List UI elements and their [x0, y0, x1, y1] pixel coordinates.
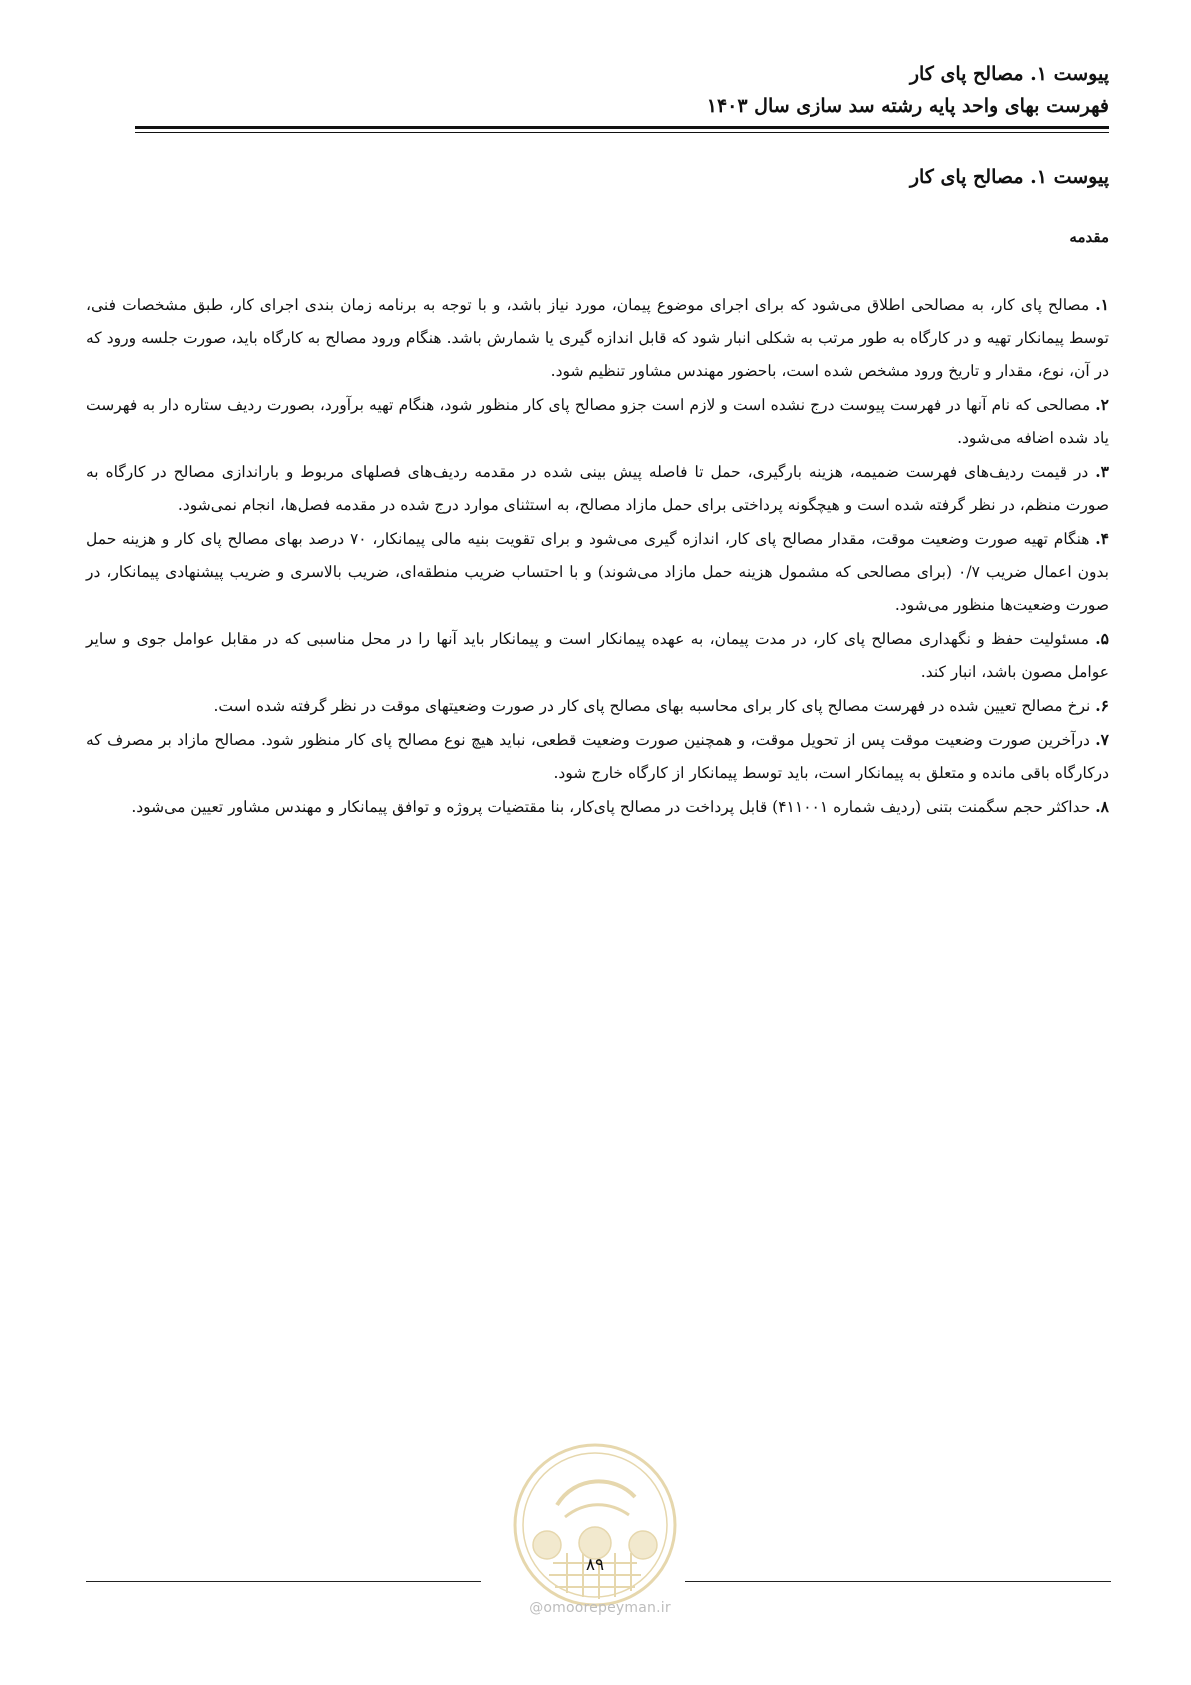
paragraph-number: ۵.	[1095, 629, 1109, 648]
paragraph	[86, 622, 1109, 689]
paragraph-number: ۲.	[1095, 395, 1109, 414]
paragraph-text: مصالح پای کار، به مصالحی اطلاق می‌شود که برای اجرای موضوع پیمان، مورد نیاز باشد، و با توجه به برنامه زمان بندی اجرای کار، طبق مشخصات فنی، توسط پیمانکار تهیه و در کارگاه به طور مرتب به شکلی انبار شود که قابل اندازه گیری یا شمارش باشد. هنگام ورود مصالح به کارگاه باید، صورت جلسه ورود که در آن، نوع، مقدار و تاریخ ورود مشخص شده است، باحضور مهندس مشاور تنظیم شود.	[86, 296, 1109, 380]
subheading: مقدمه	[1069, 228, 1109, 246]
paragraph-text: در قیمت ردیف‌های فهرست ضمیمه، هزینه بارگیری، حمل تا فاصله پیش بینی شده در مقدمه ردیف‌های فصلهای مربوط و باراندازی مصالح در کارگاه به صورت منظم، در نظر گرفته شده است و هیچگونه پرداختی برای حمل مازاد مصالح، به استثنای موارد درج شده در مقدمه فصل‌ها، انجام نمی‌شود.	[86, 463, 1109, 514]
header-rule-thick	[135, 126, 1109, 129]
page-number: ۸۹	[585, 1555, 605, 1575]
header-rule-thin	[135, 132, 1109, 133]
page-header	[135, 58, 1109, 122]
watermark-logo-icon	[505, 1435, 685, 1615]
section-title: پیوست ۱. مصالح پای کار	[909, 166, 1109, 188]
paragraph-text: نرخ مصالح تعیین شده در فهرست مصالح پای کار برای محاسبه بهای مصالح پای کار در صورت وضعیتهای موقت در نظر گرفته شده است.	[213, 697, 1096, 715]
paragraph-number: ۸.	[1095, 797, 1109, 816]
header-subtitle: فهرست بهای واحد پایه رشته سد سازی سال ۱۴۰۳	[706, 95, 1109, 117]
header-title: پیوست ۱. مصالح پای کار	[909, 63, 1109, 85]
paragraph-text: مصالحی که نام آنها در فهرست پیوست درج نشده است و لازم است جزو مصالح پای کار منظور شود، هنگام تهیه برآورد، بصورت ردیف ستاره دار به فهرست یاد شده اضافه می‌شود.	[86, 396, 1109, 447]
paragraph	[86, 522, 1109, 622]
footer-rule-left	[86, 1581, 481, 1582]
paragraph	[86, 723, 1109, 790]
paragraph-number: ۳.	[1095, 462, 1109, 481]
paragraph-text: حداکثر حجم سگمنت بتنی (ردیف شماره ۴۱۱۰۰۱) قابل پرداخت در مصالح پای‌کار، بنا مقتضیات پروژه و توافق پیمانکار و مهندس مشاور تعیین می‌شود.	[131, 798, 1096, 816]
paragraph	[86, 455, 1109, 522]
body-text	[86, 288, 1109, 824]
footer-rule-right	[685, 1581, 1111, 1582]
paragraph-number: ۴.	[1095, 529, 1109, 548]
paragraph-text: مسئولیت حفظ و نگهداری مصالح پای کار، در مدت پیمان، به عهده پیمانکار است و پیمانکار باید آنها را در محل مناسبی که در مقابل عوامل جوی و سایر عوامل مصون باشد، انبار کند.	[86, 630, 1109, 681]
site-watermark-text: @omoorepeyman.ir	[529, 1600, 671, 1616]
paragraph-number: ۶.	[1095, 696, 1109, 715]
paragraph	[86, 790, 1109, 824]
paragraph-text: هنگام تهیه صورت وضعیت موقت، مقدار مصالح پای کار، اندازه گیری می‌شود و برای تقویت بنیه مالی پیمانکار، ۷۰ درصد بهای مصالح پای کار و هزینه حمل بدون اعمال ضریب ۰/۷ (برای مصالحی که مشمول هزینه حمل مازاد می‌شوند) و با احتساب ضریب منطقه‌ای، ضریب بالاسری و ضریب پیشنهادی پیمانکار، در صورت وضعیت‌ها منظور می‌شود.	[86, 530, 1109, 614]
paragraph	[86, 388, 1109, 455]
paragraph	[86, 689, 1109, 723]
paragraph-number: ۱.	[1095, 295, 1109, 314]
paragraph	[86, 288, 1109, 388]
paragraph-text: درآخرین صورت وضعیت موقت پس از تحویل موقت، و همچنین صورت وضعیت قطعی، نباید هیچ نوع مصالح پای کار منظور شود. مصالح مازاد بر مصرف که درکارگاه باقی مانده و متعلق به پیمانکار است، باید توسط پیمانکار از کارگاه خارج شود.	[86, 731, 1109, 782]
paragraph-number: ۷.	[1095, 730, 1109, 749]
